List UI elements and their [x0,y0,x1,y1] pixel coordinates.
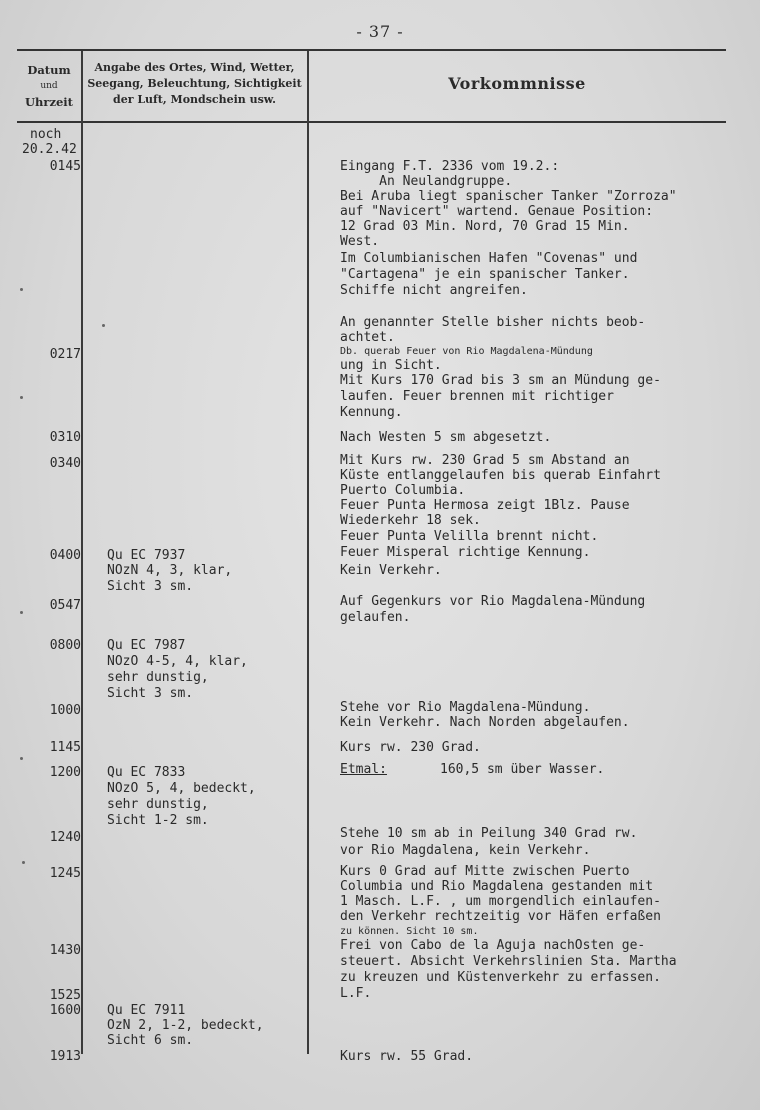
event-line: Wiederkehr 18 sek. [340,513,481,528]
location-entry: NOzO 4-5, 4, klar, [107,654,248,669]
event-line: Kurs rw. 230 Grad. [340,740,481,755]
time-entry: 0145 [49,159,81,174]
location-entry: Qu EC 7833 [107,765,186,780]
column-divider-2 [307,51,309,1054]
header-date-column [18,62,80,110]
event-line: Küste entlanggelaufen bis querab Einfahrt [340,468,661,483]
header-place-line: der Luft, Mondschein usw. [113,93,276,106]
event-line: 160,5 sm über Wasser. [440,762,605,777]
event-line: Etmal: [340,762,387,777]
event-line: zu kreuzen und Küstenverkehr zu erfassen. [340,970,661,985]
margin-dot [20,396,23,399]
event-line: Schiffe nicht angreifen. [340,283,528,298]
date-continuation: noch [30,127,62,142]
event-line: 1 Masch. L.F. , um morgendlich einlaufen- [340,894,661,909]
event-line: achtet. [340,330,395,345]
location-entry: Qu EC 7937 [107,548,186,563]
time-entry: 0310 [49,430,81,445]
event-line: steuert. Absicht Verkehrslinien Sta. Martha [340,954,677,969]
event-line: An Neulandgruppe. [340,174,513,189]
time-entry: 0217 [49,347,81,362]
time-entry: 0400 [49,548,81,563]
event-line: Kurs rw. 55 Grad. [340,1049,474,1064]
margin-dot [20,611,23,614]
event-line: auf "Navicert" wartend. Genaue Position: [340,204,654,219]
event-line: "Cartagena" je ein spanischer Tanker. [340,267,630,282]
location-entry: sehr dunstig, [107,797,209,812]
date-value: 20.2.42 [22,142,77,157]
time-entry: 1600 [49,1003,81,1018]
event-line: Kein Verkehr. Nach Norden abgelaufen. [340,715,630,730]
event-line: Auf Gegenkurs vor Rio Magdalena-Mündung [340,594,646,609]
event-line: Kein Verkehr. [340,563,442,578]
time-entry: 1200 [49,765,81,780]
header-place-line: Seegang, Beleuchtung, Sichtigkeit [87,77,302,90]
event-line: West. [340,234,380,249]
header-events-column: Vorkommnisse [448,74,586,93]
location-entry: sehr dunstig, [107,670,209,685]
margin-dot [20,288,23,291]
location-entry: Sicht 3 sm. [107,686,194,701]
time-entry: 1240 [49,830,81,845]
header-rule [17,121,726,123]
header-place-line: Angabe des Ortes, Wind, Wetter, [94,61,295,74]
event-line: laufen. Feuer brennen mit richtiger [340,389,614,404]
event-line: Nach Westen 5 sm abgesetzt. [340,430,552,445]
location-entry: Qu EC 7987 [107,638,186,653]
time-entry: 1430 [49,943,81,958]
location-entry: Sicht 6 sm. [107,1033,194,1048]
header-time-word: Uhrzeit [25,95,73,109]
location-entry: NOzO 5, 4, bedeckt, [107,781,256,796]
event-line: Mit Kurs rw. 230 Grad 5 sm Abstand an [340,453,630,468]
time-entry: 0340 [49,456,81,471]
event-line: Eingang F.T. 2336 vom 19.2.: [340,159,560,174]
time-entry: 1913 [49,1049,81,1064]
event-line: zu können. Sicht 10 sm. [340,926,479,937]
event-line: Mit Kurs 170 Grad bis 3 sm an Mündung ge- [340,373,661,388]
event-line: Stehe vor Rio Magdalena-Mündung. [340,700,591,715]
event-line: ung in Sicht. [340,358,442,373]
event-line: Frei von Cabo de la Aguja nachOsten ge- [340,938,646,953]
event-line: L.F. [340,986,372,1001]
column-divider-1 [81,51,83,1054]
header-place-column [84,60,305,108]
location-entry: Sicht 3 sm. [107,579,194,594]
location-entry: NOzN 4, 3, klar, [107,563,233,578]
location-entry: OzN 2, 1-2, bedeckt, [107,1018,264,1033]
event-line: Feuer Punta Velilla brennt nicht. [340,529,599,544]
time-entry: 0800 [49,638,81,653]
margin-dot [22,861,25,864]
time-entry: 1000 [49,703,81,718]
time-entry: 1245 [49,866,81,881]
margin-dot [102,324,105,327]
header-date-word: Datum [27,63,71,77]
event-line: Db. querab Feuer von Rio Magdalena-Mündung [340,346,593,357]
event-line: Puerto Columbia. [340,483,466,498]
time-entry: 1525 [49,988,81,1003]
event-line: Columbia und Rio Magdalena gestanden mit [340,879,654,894]
margin-dot [20,757,23,760]
event-line: 12 Grad 03 Min. Nord, 70 Grad 15 Min. [340,219,630,234]
event-line: Kennung. [340,405,403,420]
time-entry: 0547 [49,598,81,613]
event-line: Bei Aruba liegt spanischer Tanker "Zorroza" [340,189,677,204]
time-entry: 1145 [49,740,81,755]
event-line: Kurs 0 Grad auf Mitte zwischen Puerto [340,864,630,879]
top-rule [17,49,726,51]
event-line: Stehe 10 sm ab in Peilung 340 Grad rw. [340,826,638,841]
event-line: vor Rio Magdalena, kein Verkehr. [340,843,591,858]
header-und-word: und [40,81,58,91]
page-number: - 37 - [356,22,404,41]
event-line: gelaufen. [340,610,411,625]
event-line: Feuer Misperal richtige Kennung. [340,545,591,560]
event-line: Feuer Punta Hermosa zeigt 1Blz. Pause [340,498,630,513]
location-entry: Qu EC 7911 [107,1003,186,1018]
event-line: An genannter Stelle bisher nichts beob- [340,315,646,330]
event-line: den Verkehr rechtzeitig vor Häfen erfaßen [340,909,661,924]
location-entry: Sicht 1-2 sm. [107,813,209,828]
event-line: Im Columbianischen Hafen "Covenas" und [340,251,638,266]
